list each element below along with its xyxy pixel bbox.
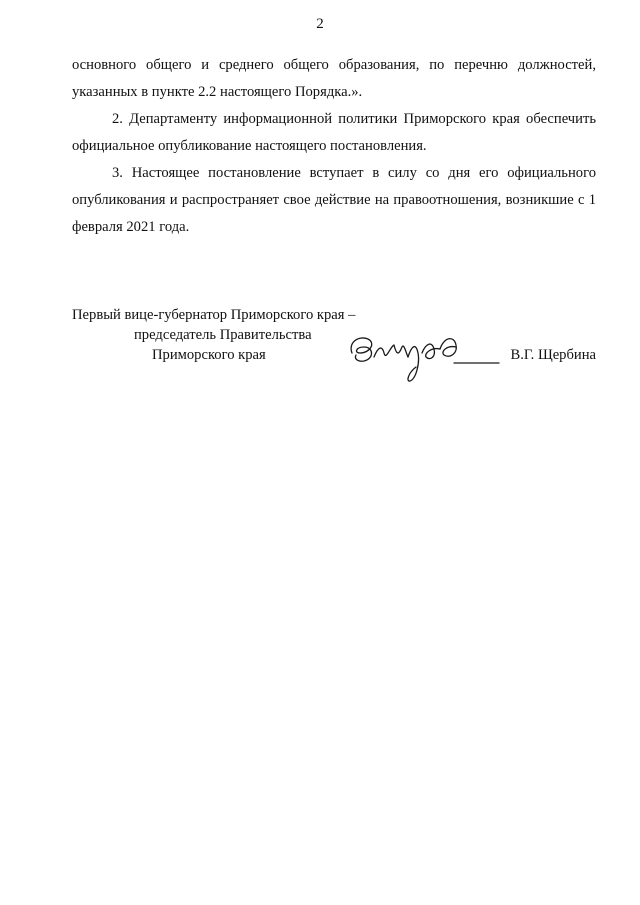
paragraph-3: 3. Настоящее постановление вступает в силу со дня его официального опубликования и распространяет свое действие на правоотношения, возникшие с 1 февраля 2021 года. [72,165,596,235]
paragraph-2: 2. Департаменту информационной политики Приморского края обеспечить официальное опубликование настоящего постановления. [72,111,596,154]
signer-position-line-2: председатель Правительства [134,327,312,343]
handwritten-signature [344,323,504,387]
signer-position-line-3: Приморского края [152,347,266,363]
page-number: 2 [316,16,324,32]
signer-position-line-1: Первый вице-губернатор Приморского края – [72,307,356,323]
signer-name: В.Г. Щербина [510,347,596,363]
document-body [72,52,596,241]
paragraph-continuation: основного общего и среднего общего образования, по перечню должностей, указанных в пункте 2.2 настоящего Порядка.». [72,57,596,100]
signature-block [72,305,596,385]
